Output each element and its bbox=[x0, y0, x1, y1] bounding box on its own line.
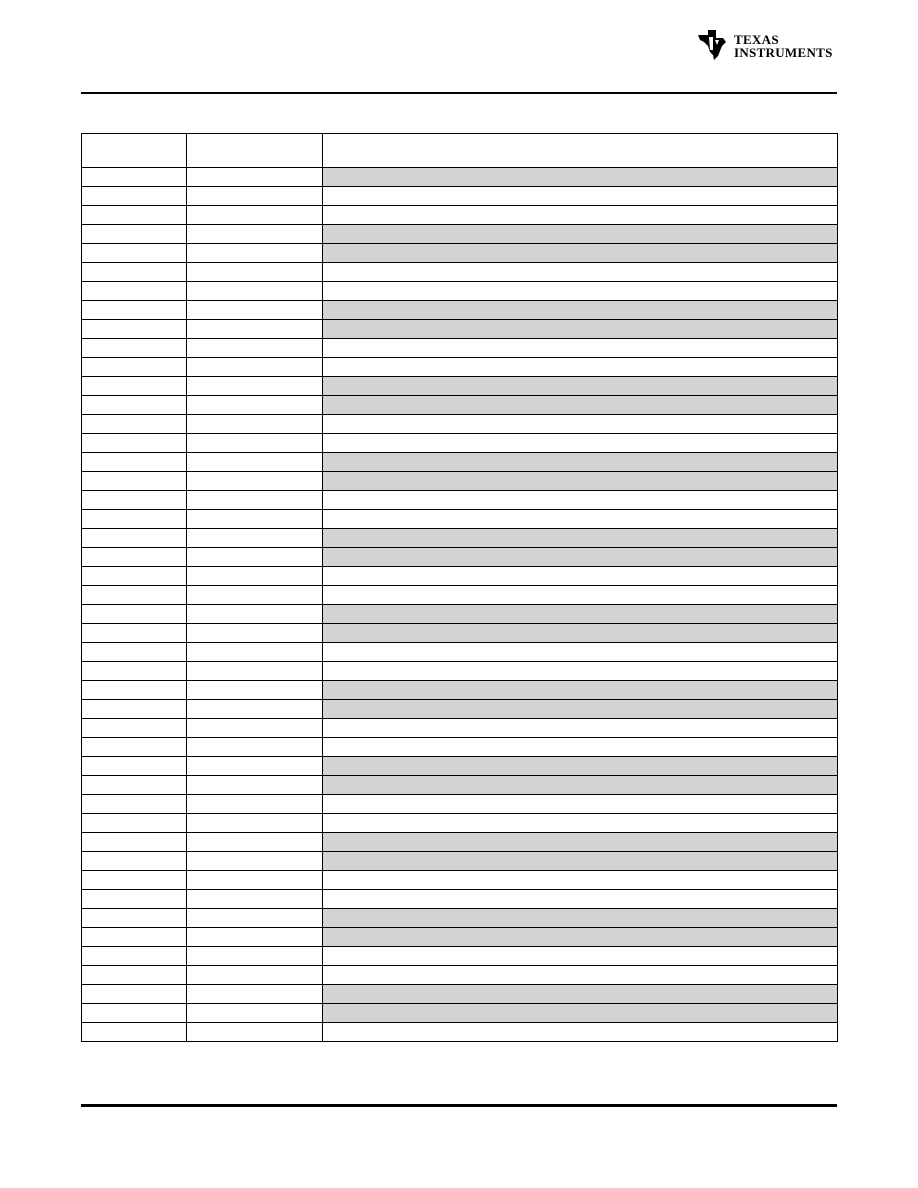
table-cell bbox=[323, 681, 838, 700]
table-cell bbox=[82, 605, 187, 624]
table-cell bbox=[187, 833, 323, 852]
table-cell bbox=[323, 852, 838, 871]
table-cell bbox=[82, 168, 187, 187]
table-cell bbox=[187, 795, 323, 814]
table-row bbox=[82, 833, 838, 852]
table-cell bbox=[187, 548, 323, 567]
table-row bbox=[82, 586, 838, 605]
table-cell bbox=[187, 472, 323, 491]
table-cell bbox=[323, 909, 838, 928]
table-cell bbox=[82, 1004, 187, 1023]
register-table bbox=[81, 133, 838, 1042]
table-cell bbox=[187, 1004, 323, 1023]
ti-logo bbox=[696, 28, 841, 64]
table-cell bbox=[187, 244, 323, 263]
table-cell bbox=[187, 757, 323, 776]
table-cell bbox=[187, 852, 323, 871]
table-row bbox=[82, 244, 838, 263]
table-cell bbox=[323, 624, 838, 643]
table-cell bbox=[323, 605, 838, 624]
table-cell bbox=[187, 662, 323, 681]
table-cell bbox=[323, 586, 838, 605]
table-row bbox=[82, 510, 838, 529]
table-row bbox=[82, 1004, 838, 1023]
table-cell bbox=[187, 928, 323, 947]
table-cell bbox=[82, 909, 187, 928]
table-cell bbox=[187, 909, 323, 928]
table-cell bbox=[323, 434, 838, 453]
table-row bbox=[82, 320, 838, 339]
table-cell bbox=[187, 814, 323, 833]
table-row bbox=[82, 529, 838, 548]
table-cell bbox=[323, 1004, 838, 1023]
table-cell bbox=[187, 491, 323, 510]
table-cell bbox=[323, 966, 838, 985]
table-row bbox=[82, 662, 838, 681]
table-row bbox=[82, 187, 838, 206]
table-cell bbox=[187, 890, 323, 909]
table-row bbox=[82, 396, 838, 415]
table-cell bbox=[323, 510, 838, 529]
table-cell bbox=[323, 282, 838, 301]
table-cell bbox=[187, 681, 323, 700]
table-row bbox=[82, 928, 838, 947]
table-cell bbox=[323, 377, 838, 396]
table-cell bbox=[187, 567, 323, 586]
table-cell bbox=[323, 1023, 838, 1042]
table-cell bbox=[82, 529, 187, 548]
table-cell bbox=[82, 985, 187, 1004]
table-cell bbox=[82, 947, 187, 966]
table-cell bbox=[187, 700, 323, 719]
table-header-row bbox=[82, 134, 838, 168]
table-row bbox=[82, 738, 838, 757]
table-cell bbox=[323, 662, 838, 681]
table-cell bbox=[82, 472, 187, 491]
header-cell bbox=[187, 134, 323, 168]
table-cell bbox=[323, 719, 838, 738]
table-cell bbox=[323, 358, 838, 377]
table-row bbox=[82, 491, 838, 510]
table-cell bbox=[82, 643, 187, 662]
table-cell bbox=[82, 833, 187, 852]
table-cell bbox=[323, 453, 838, 472]
table-cell bbox=[187, 282, 323, 301]
table-cell bbox=[187, 320, 323, 339]
table-cell bbox=[82, 491, 187, 510]
table-row bbox=[82, 985, 838, 1004]
table-cell bbox=[323, 947, 838, 966]
ti-state-logo-icon bbox=[696, 28, 730, 62]
header-rule bbox=[81, 92, 837, 94]
table-row bbox=[82, 757, 838, 776]
table-cell bbox=[187, 225, 323, 244]
table-row bbox=[82, 453, 838, 472]
table-cell bbox=[323, 320, 838, 339]
table-cell bbox=[323, 833, 838, 852]
table-cell bbox=[82, 719, 187, 738]
table-row bbox=[82, 548, 838, 567]
table-row bbox=[82, 700, 838, 719]
table-cell bbox=[82, 814, 187, 833]
table-row bbox=[82, 377, 838, 396]
table-row bbox=[82, 776, 838, 795]
table-cell bbox=[82, 301, 187, 320]
table-cell bbox=[187, 434, 323, 453]
table-row bbox=[82, 890, 838, 909]
table-cell bbox=[187, 871, 323, 890]
table-cell bbox=[82, 567, 187, 586]
table-cell bbox=[82, 282, 187, 301]
table-cell bbox=[82, 757, 187, 776]
table-row bbox=[82, 681, 838, 700]
brand-line-2: INSTRUMENTS bbox=[734, 45, 833, 60]
table-cell bbox=[187, 396, 323, 415]
table-row bbox=[82, 472, 838, 491]
table-cell bbox=[187, 738, 323, 757]
table-cell bbox=[323, 263, 838, 282]
table-cell bbox=[82, 396, 187, 415]
table-cell bbox=[323, 187, 838, 206]
table-cell bbox=[82, 225, 187, 244]
table-row bbox=[82, 871, 838, 890]
table-cell bbox=[187, 966, 323, 985]
table-cell bbox=[82, 776, 187, 795]
table-cell bbox=[323, 472, 838, 491]
table-cell bbox=[82, 263, 187, 282]
table-row bbox=[82, 282, 838, 301]
table-cell bbox=[187, 339, 323, 358]
table-cell bbox=[187, 377, 323, 396]
table-row bbox=[82, 168, 838, 187]
table-cell bbox=[323, 491, 838, 510]
table-row bbox=[82, 206, 838, 225]
table-cell bbox=[323, 244, 838, 263]
table-row bbox=[82, 1023, 838, 1042]
table-cell bbox=[323, 396, 838, 415]
table-cell bbox=[82, 434, 187, 453]
table-cell bbox=[82, 738, 187, 757]
table-cell bbox=[82, 206, 187, 225]
table-cell bbox=[82, 795, 187, 814]
table-cell bbox=[82, 700, 187, 719]
header-cell bbox=[323, 134, 838, 168]
table-row bbox=[82, 415, 838, 434]
header-cell bbox=[82, 134, 187, 168]
table-cell bbox=[323, 415, 838, 434]
table-cell bbox=[82, 377, 187, 396]
table-cell bbox=[323, 301, 838, 320]
table-row bbox=[82, 339, 838, 358]
table-cell bbox=[323, 206, 838, 225]
table-cell bbox=[323, 529, 838, 548]
table-row bbox=[82, 643, 838, 662]
table-row bbox=[82, 814, 838, 833]
table-row bbox=[82, 909, 838, 928]
table-row bbox=[82, 966, 838, 985]
table-cell bbox=[187, 719, 323, 738]
table-cell bbox=[323, 795, 838, 814]
table-cell bbox=[323, 757, 838, 776]
table-cell bbox=[82, 415, 187, 434]
table-cell bbox=[323, 643, 838, 662]
table-cell bbox=[82, 871, 187, 890]
table-row bbox=[82, 795, 838, 814]
table-cell bbox=[323, 814, 838, 833]
table-cell bbox=[323, 168, 838, 187]
table-cell bbox=[82, 586, 187, 605]
table-row bbox=[82, 263, 838, 282]
table-cell bbox=[82, 852, 187, 871]
table-cell bbox=[187, 643, 323, 662]
table-row bbox=[82, 301, 838, 320]
table-cell bbox=[187, 529, 323, 548]
table-row bbox=[82, 225, 838, 244]
table-cell bbox=[323, 738, 838, 757]
table-cell bbox=[82, 662, 187, 681]
table-cell bbox=[323, 928, 838, 947]
table-cell bbox=[323, 567, 838, 586]
table-cell bbox=[82, 1023, 187, 1042]
table-cell bbox=[187, 605, 323, 624]
table-cell bbox=[323, 871, 838, 890]
table-cell bbox=[323, 890, 838, 909]
table-row bbox=[82, 358, 838, 377]
table-row bbox=[82, 947, 838, 966]
table-cell bbox=[82, 966, 187, 985]
table-cell bbox=[323, 985, 838, 1004]
table-cell bbox=[187, 453, 323, 472]
table-row bbox=[82, 852, 838, 871]
table-cell bbox=[187, 206, 323, 225]
ti-wordmark bbox=[734, 33, 833, 59]
table-cell bbox=[82, 548, 187, 567]
table-cell bbox=[82, 510, 187, 529]
table-cell bbox=[187, 358, 323, 377]
table-cell bbox=[82, 453, 187, 472]
table-cell bbox=[187, 187, 323, 206]
table-row bbox=[82, 719, 838, 738]
brand-line-1: TEXAS bbox=[734, 32, 779, 47]
table-cell bbox=[82, 890, 187, 909]
table-cell bbox=[82, 339, 187, 358]
table-cell bbox=[323, 700, 838, 719]
table-cell bbox=[187, 985, 323, 1004]
table-cell bbox=[187, 263, 323, 282]
table-cell bbox=[187, 168, 323, 187]
table-cell bbox=[82, 681, 187, 700]
table-cell bbox=[187, 415, 323, 434]
table-cell bbox=[187, 510, 323, 529]
table-row bbox=[82, 434, 838, 453]
table-row bbox=[82, 605, 838, 624]
table-cell bbox=[323, 339, 838, 358]
table-cell bbox=[187, 586, 323, 605]
table-cell bbox=[187, 776, 323, 795]
footer-rule bbox=[81, 1104, 837, 1107]
table-row bbox=[82, 567, 838, 586]
table-cell bbox=[82, 624, 187, 643]
table-cell bbox=[187, 1023, 323, 1042]
table-cell bbox=[187, 947, 323, 966]
table-cell bbox=[82, 244, 187, 263]
table-cell bbox=[82, 928, 187, 947]
table-cell bbox=[323, 225, 838, 244]
table-cell bbox=[82, 187, 187, 206]
table-cell bbox=[323, 548, 838, 567]
table-cell bbox=[187, 624, 323, 643]
table-cell bbox=[187, 301, 323, 320]
table-cell bbox=[323, 776, 838, 795]
table-cell bbox=[82, 358, 187, 377]
table-row bbox=[82, 624, 838, 643]
table-cell bbox=[82, 320, 187, 339]
